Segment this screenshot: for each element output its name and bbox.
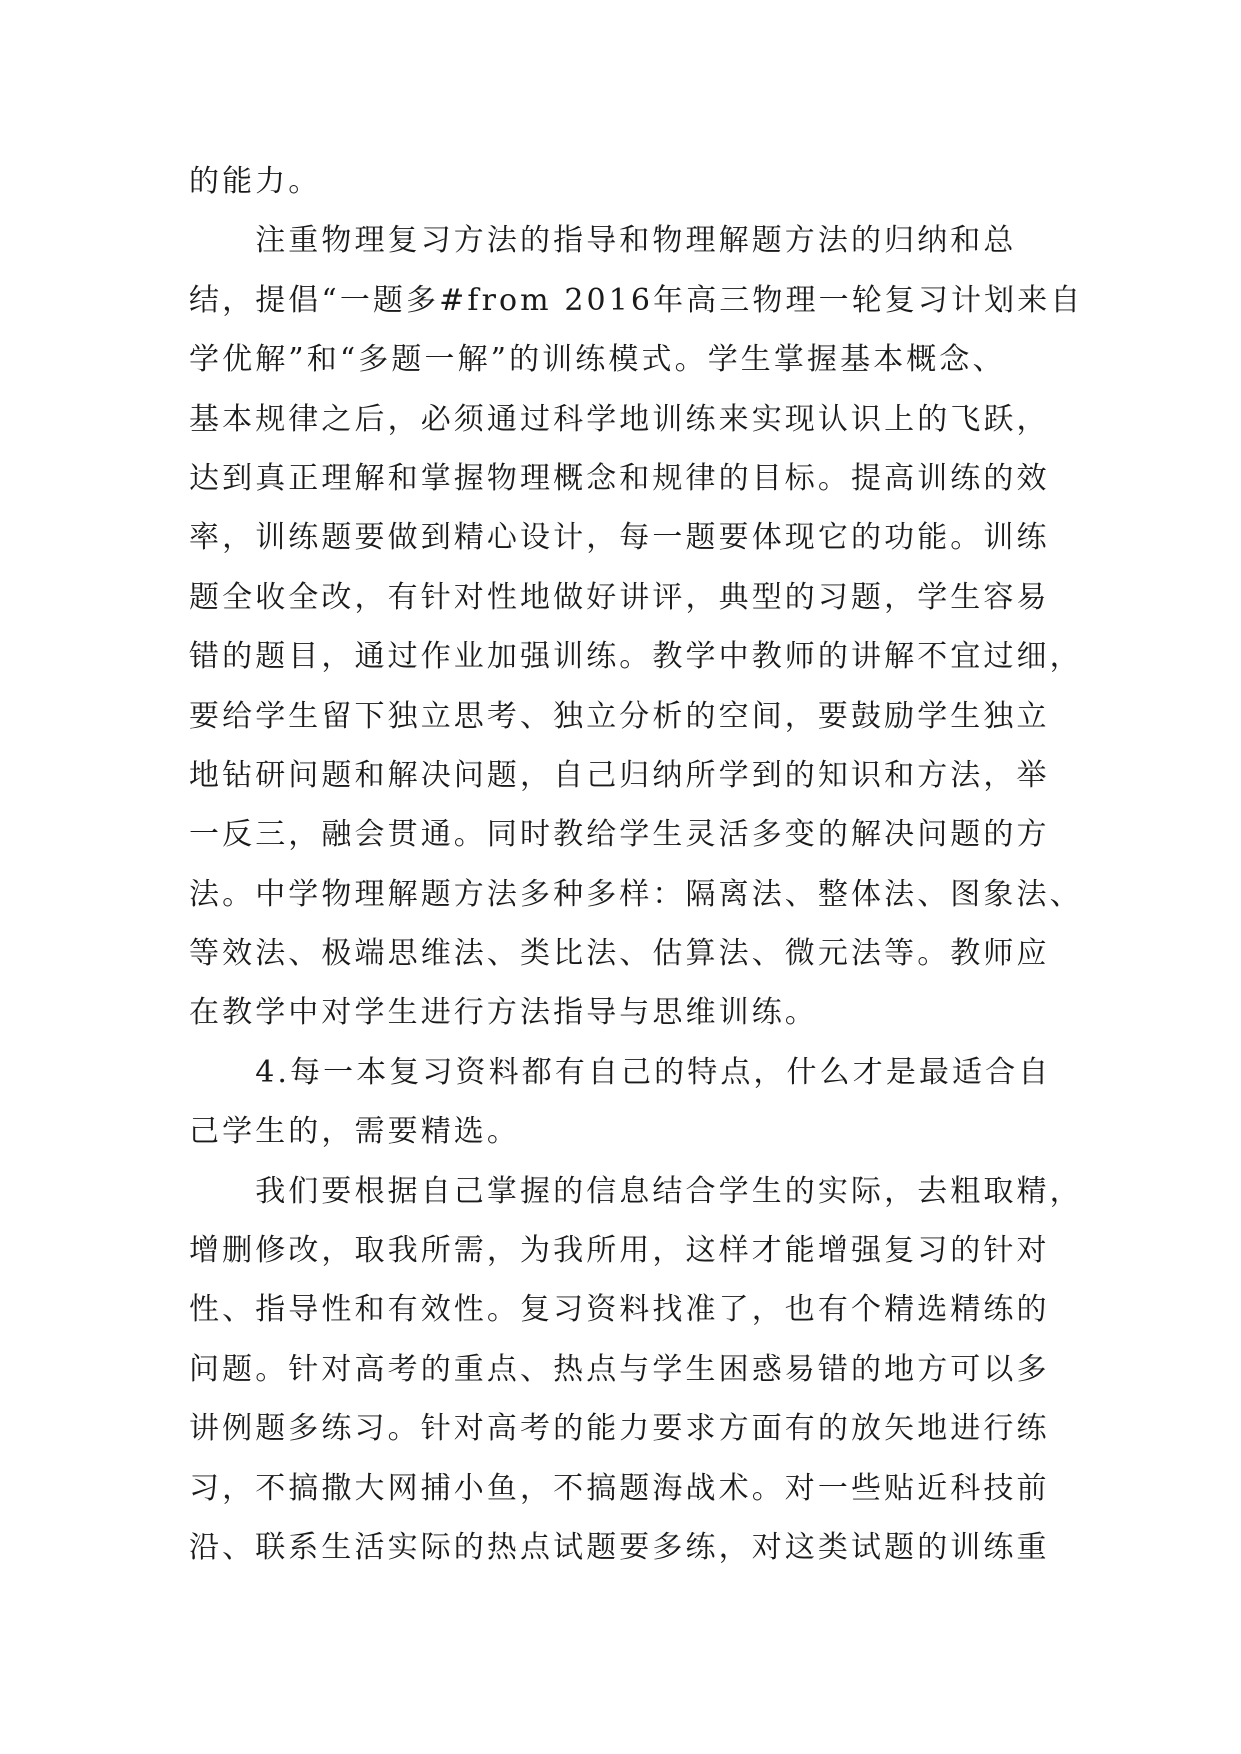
text-line: 结，提倡“一题多#from 2016年高三物理一轮复习计划来自	[189, 282, 1084, 318]
text-line: 己学生的，需要精选。	[189, 1114, 520, 1150]
text-line: 沿、联系生活实际的热点试题要多练，对这类试题的训练重	[189, 1529, 1050, 1565]
text-line: 讲例题多练习。针对高考的能力要求方面有的放矢地进行练	[189, 1411, 1050, 1447]
text-line: 率，训练题要做到精心设计，每一题要体现它的功能。训练	[189, 520, 1050, 556]
text-line: 注重物理复习方法的指导和物理解题方法的归纳和总	[189, 223, 1017, 259]
text-line: 错的题目，通过作业加强训练。教学中教师的讲解不宜过细，	[189, 639, 1083, 675]
text-line: 要给学生留下独立思考、独立分析的空间，要鼓励学生独立	[189, 698, 1050, 734]
text-line: 地钻研问题和解决问题，自己归纳所学到的知识和方法，举	[189, 757, 1050, 793]
text-line: 学优解”和“多题一解”的训练模式。学生掌握基本概念、	[189, 342, 1006, 378]
text-line: 等效法、极端思维法、类比法、估算法、微元法等。教师应	[189, 936, 1050, 972]
text-line: 性、指导性和有效性。复习资料找准了，也有个精选精练的	[189, 1292, 1050, 1328]
document-body	[189, 152, 1084, 1577]
text-line: 在教学中对学生进行方法指导与思维训练。	[189, 995, 818, 1031]
text-line: 一反三，融会贯通。同时教给学生灵活多变的解决问题的方	[189, 817, 1050, 853]
text-line: 达到真正理解和掌握物理概念和规律的目标。提高训练的效	[189, 460, 1050, 496]
text-line: 法。中学物理解题方法多种多样：隔离法、整体法、图象法、	[189, 876, 1083, 912]
text-line: 增删修改，取我所需，为我所用，这样才能增强复习的针对	[189, 1233, 1050, 1269]
text-line: 我们要根据自己掌握的信息结合学生的实际，去粗取精，	[189, 1173, 1083, 1209]
text-line: 的能力。	[189, 164, 322, 199]
text-line: 习，不搞撒大网捕小鱼，不搞题海战术。对一些贴近科技前	[189, 1470, 1050, 1506]
text-line: 题全收全改，有针对性地做好讲评，典型的习题，学生容易	[189, 579, 1050, 615]
text-line: 基本规律之后，必须通过科学地训练来实现认识上的飞跃，	[189, 401, 1050, 437]
text-line: 4.每一本复习资料都有自己的特点，什么才是最适合自	[189, 1054, 1052, 1090]
text-line: 问题。针对高考的重点、热点与学生困惑易错的地方可以多	[189, 1351, 1050, 1387]
